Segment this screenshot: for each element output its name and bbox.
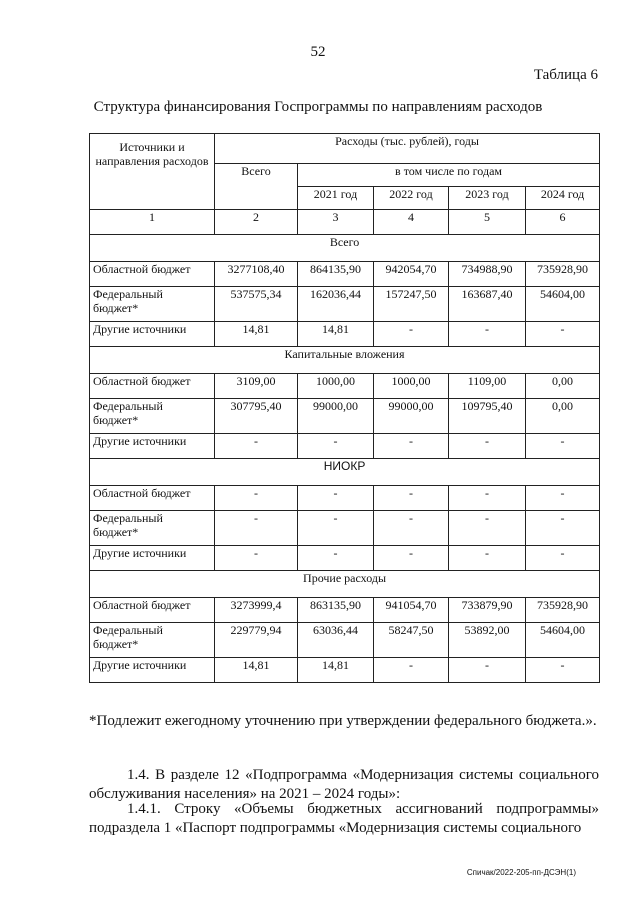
table-label: Таблица 6: [533, 67, 598, 83]
row-label: Областной бюджет: [90, 262, 215, 287]
header-total: Всего: [215, 164, 298, 210]
cell-2021: 99000,00: [298, 399, 374, 434]
cell-2022: 942054,70: [374, 262, 449, 287]
column-number: 6: [526, 210, 600, 235]
cell-2021: -: [298, 511, 374, 546]
cell-2021: 162036,44: [298, 287, 374, 322]
cell-2022: 58247,50: [374, 623, 449, 658]
table-footnote: *Подлежит ежегодному уточнению при утверждении федерального бюджета.».: [89, 713, 597, 729]
table-row: [90, 374, 600, 399]
row-label: Областной бюджет: [90, 486, 215, 511]
row-label: Другие источники: [90, 658, 215, 683]
cell-total: 3273999,4: [215, 598, 298, 623]
table-row: [90, 658, 600, 683]
row-label: Другие источники: [90, 322, 215, 347]
cell-2021: -: [298, 434, 374, 459]
cell-2021: 14,81: [298, 658, 374, 683]
cell-2023: 109795,40: [449, 399, 526, 434]
cell-total: 3277108,40: [215, 262, 298, 287]
header-year: 2023 год: [449, 187, 526, 210]
cell-2022: 941054,70: [374, 598, 449, 623]
table-title: Структура финансирования Госпрограммы по направлениям расходов: [93, 99, 543, 115]
header-year: 2022 год: [374, 187, 449, 210]
header-sources: Источники и направления расходов: [90, 134, 215, 210]
cell-total: -: [215, 486, 298, 511]
table-row: [90, 546, 600, 571]
cell-2024: 0,00: [526, 399, 600, 434]
column-number: 3: [298, 210, 374, 235]
column-number: 2: [215, 210, 298, 235]
cell-2024: 54604,00: [526, 623, 600, 658]
cell-2024: 54604,00: [526, 287, 600, 322]
cell-2022: 1000,00: [374, 374, 449, 399]
cell-2024: 735928,90: [526, 598, 600, 623]
cell-2023: -: [449, 546, 526, 571]
cell-2022: 99000,00: [374, 399, 449, 434]
cell-2023: -: [449, 511, 526, 546]
header-year: 2024 год: [526, 187, 600, 210]
header-including-years: в том числе по годам: [298, 164, 600, 187]
cell-2022: -: [374, 511, 449, 546]
table-row: [90, 399, 600, 434]
table-row: [90, 287, 600, 322]
section-title: Всего: [90, 235, 600, 262]
cell-2022: -: [374, 546, 449, 571]
cell-2024: -: [526, 658, 600, 683]
cell-2024: 0,00: [526, 374, 600, 399]
row-label: Областной бюджет: [90, 598, 215, 623]
cell-2022: 157247,50: [374, 287, 449, 322]
cell-2022: -: [374, 486, 449, 511]
section-title: Прочие расходы: [90, 571, 600, 598]
cell-total: -: [215, 511, 298, 546]
row-label: Федеральный бюджет*: [90, 511, 215, 546]
body-paragraph: 1.4.1. Строку «Объемы бюджетных ассигнований подпрограммы» подраздела 1 «Паспорт подпрограммы «Модернизация системы социального: [89, 801, 599, 836]
row-label: Другие источники: [90, 434, 215, 459]
cell-2024: -: [526, 486, 600, 511]
cell-2023: -: [449, 658, 526, 683]
table-row: [90, 486, 600, 511]
cell-total: 229779,94: [215, 623, 298, 658]
cell-2022: -: [374, 434, 449, 459]
cell-total: 537575,34: [215, 287, 298, 322]
cell-2024: -: [526, 434, 600, 459]
header-year: 2021 год: [298, 187, 374, 210]
row-label: Другие источники: [90, 546, 215, 571]
table-row: [90, 322, 600, 347]
row-label: Федеральный бюджет*: [90, 287, 215, 322]
cell-2023: 1109,00: [449, 374, 526, 399]
cell-2023: 163687,40: [449, 287, 526, 322]
header-expenses: Расходы (тыс. рублей), годы: [215, 134, 600, 164]
cell-total: 307795,40: [215, 399, 298, 434]
cell-total: 14,81: [215, 322, 298, 347]
row-label: Областной бюджет: [90, 374, 215, 399]
cell-2022: -: [374, 322, 449, 347]
cell-2024: 735928,90: [526, 262, 600, 287]
cell-2021: 863135,90: [298, 598, 374, 623]
cell-2024: -: [526, 322, 600, 347]
page-number: 52: [310, 44, 326, 60]
column-number: 4: [374, 210, 449, 235]
document-code: Спичак/2022-205-пп-ДСЭН(1): [466, 868, 576, 877]
cell-2021: -: [298, 486, 374, 511]
cell-2024: -: [526, 511, 600, 546]
table-row: [90, 434, 600, 459]
table-row: [90, 623, 600, 658]
cell-2022: -: [374, 658, 449, 683]
cell-total: -: [215, 546, 298, 571]
row-label: Федеральный бюджет*: [90, 623, 215, 658]
cell-2023: -: [449, 434, 526, 459]
cell-2023: 733879,90: [449, 598, 526, 623]
cell-2023: 734988,90: [449, 262, 526, 287]
cell-2023: -: [449, 486, 526, 511]
cell-2021: 1000,00: [298, 374, 374, 399]
cell-total: 14,81: [215, 658, 298, 683]
table-row: [90, 511, 600, 546]
section-title: НИОКР: [90, 459, 600, 486]
cell-2023: -: [449, 322, 526, 347]
cell-2021: -: [298, 546, 374, 571]
body-paragraph: 1.4. В разделе 12 «Подпрограмма «Модернизация системы социального обслуживания населения» на 2021 – 2024 годы»:: [89, 767, 599, 802]
column-number-row: [90, 210, 600, 235]
column-number: 5: [449, 210, 526, 235]
financing-table: [89, 133, 600, 683]
cell-total: -: [215, 434, 298, 459]
cell-2021: 14,81: [298, 322, 374, 347]
cell-2021: 864135,90: [298, 262, 374, 287]
cell-2021: 63036,44: [298, 623, 374, 658]
cell-2024: -: [526, 546, 600, 571]
column-number: 1: [90, 210, 215, 235]
cell-total: 3109,00: [215, 374, 298, 399]
table-row: [90, 262, 600, 287]
cell-2023: 53892,00: [449, 623, 526, 658]
section-title: Капитальные вложения: [90, 347, 600, 374]
table-row: [90, 598, 600, 623]
row-label: Федеральный бюджет*: [90, 399, 215, 434]
